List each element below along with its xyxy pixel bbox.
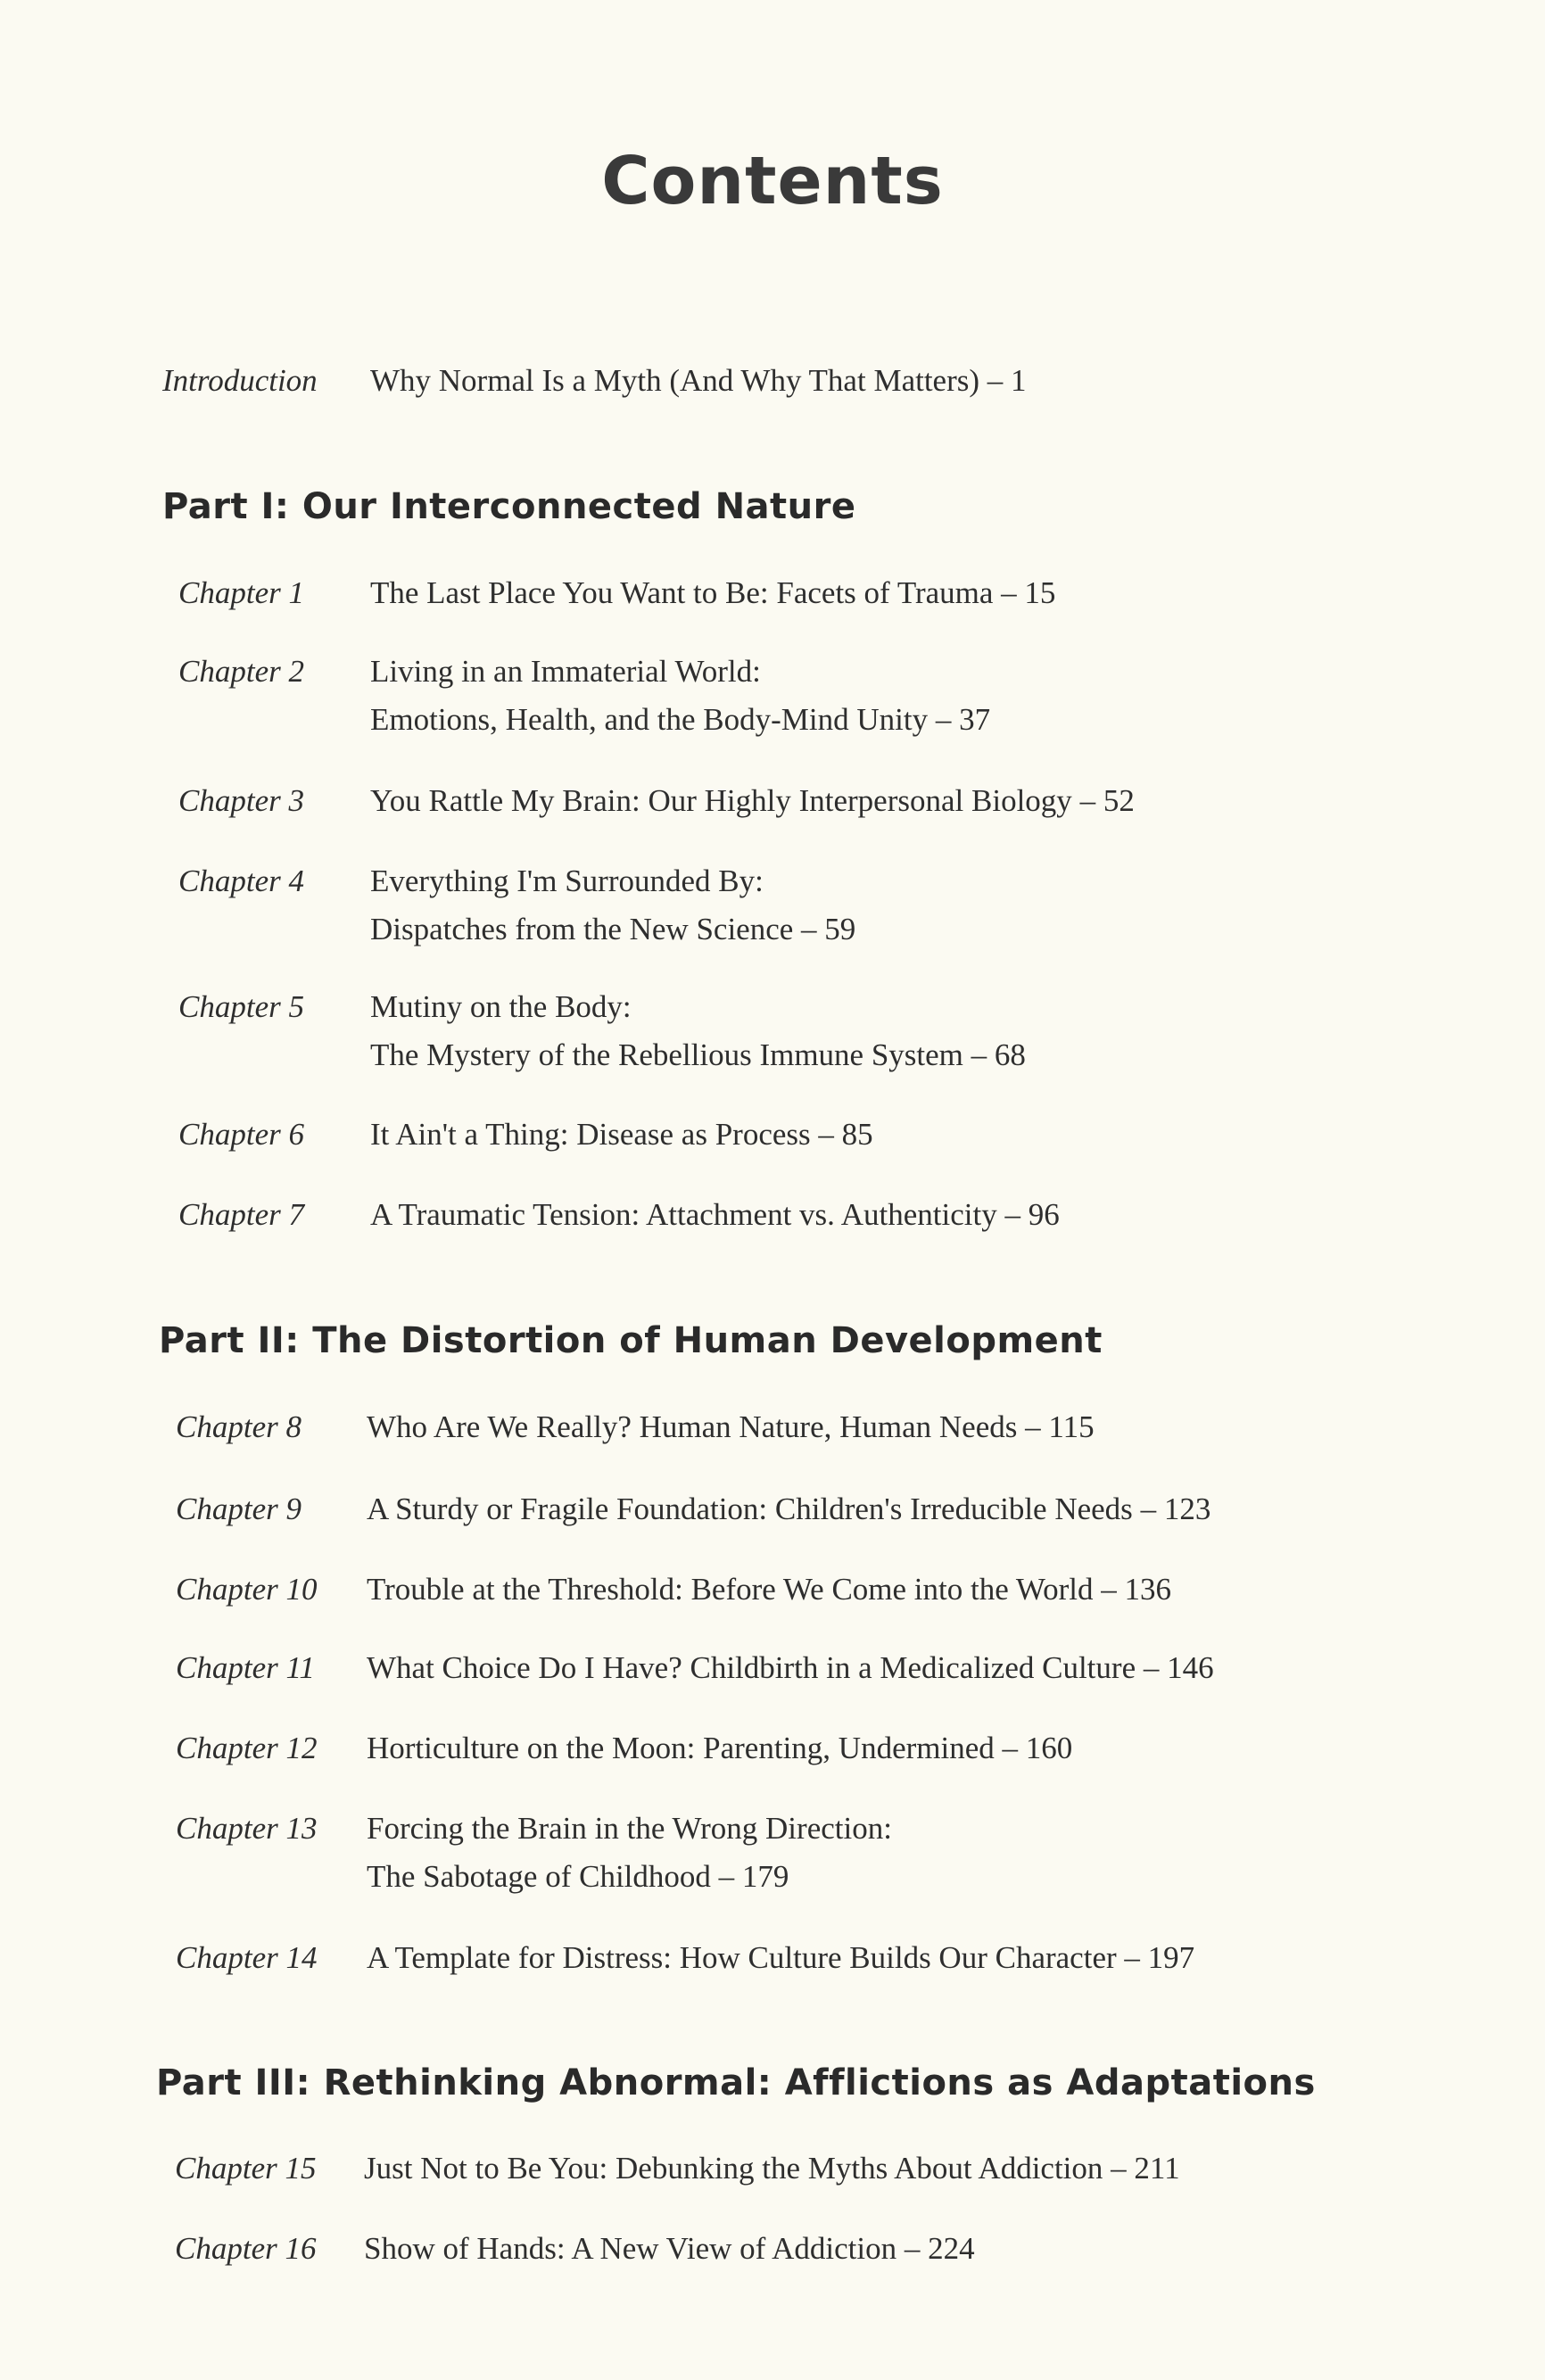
page-number: 115 <box>1048 1409 1095 1444</box>
chapter-title-line: Who Are We Really? Human Nature, Human Needs <box>367 1409 1018 1444</box>
chapter-label: Chapter 15 <box>175 2151 317 2186</box>
chapter-title-line: The Mystery of the Rebellious Immune System <box>370 1037 963 1072</box>
chapter-title-line: Everything I'm Surrounded By: <box>370 864 764 898</box>
part-heading: Part II: The Distortion of Human Development <box>159 1320 1103 1361</box>
part-heading: Part I: Our Interconnected Nature <box>162 486 856 527</box>
chapter-title-line: What Choice Do I Have? Childbirth in a Medicalized Culture <box>367 1650 1136 1685</box>
page-number: 96 <box>1028 1197 1060 1232</box>
introduction-label: Introduction <box>162 363 318 398</box>
chapter-title-line: The Sabotage of Childhood <box>367 1859 711 1894</box>
chapter-entry: Show of Hands: A New View of Addiction – 224 <box>364 2231 975 2266</box>
chapter-entry: Who Are We Really? Human Nature, Human Needs – 115 <box>367 1409 1095 1444</box>
chapter-title-line: Emotions, Health, and the Body-Mind Unity <box>370 702 929 737</box>
chapter-label: Chapter 4 <box>178 864 304 898</box>
chapter-title-line: Dispatches from the New Science <box>370 912 794 946</box>
chapter-entry: Trouble at the Threshold: Before We Come into the World – 136 <box>367 1572 1171 1607</box>
chapter-label: Chapter 16 <box>175 2231 317 2266</box>
chapter-label: Chapter 7 <box>178 1197 304 1232</box>
chapter-entry: Horticulture on the Moon: Parenting, Undermined – 160 <box>367 1731 1073 1765</box>
chapter-entry: The Last Place You Want to Be: Facets of Trauma – 15 <box>370 575 1056 610</box>
chapter-title-line: A Template for Distress: How Culture Builds Our Character <box>367 1940 1117 1975</box>
chapter-label: Chapter 1 <box>178 575 304 610</box>
chapter-title-line: The Last Place You Want to Be: Facets of Trauma <box>370 575 994 610</box>
chapter-label: Chapter 11 <box>176 1650 315 1685</box>
chapter-title-line: Horticulture on the Moon: Parenting, Undermined <box>367 1731 995 1765</box>
chapter-title-line: Forcing the Brain in the Wrong Direction: <box>367 1811 892 1846</box>
page-number: 197 <box>1147 1940 1195 1975</box>
page-number: 37 <box>959 702 991 737</box>
chapter-label: Chapter 2 <box>178 654 304 689</box>
page-number: 1 <box>1011 363 1027 398</box>
page-number: 224 <box>928 2231 975 2266</box>
chapter-title-line: Just Not to Be You: Debunking the Myths About Addiction <box>364 2151 1103 2186</box>
page-number: 15 <box>1024 575 1056 610</box>
chapter-entry: A Traumatic Tension: Attachment vs. Authenticity – 96 <box>370 1197 1060 1232</box>
chapter-label: Chapter 6 <box>178 1117 304 1152</box>
chapter-entry: Everything I'm Surrounded By: Dispatches from the New Science – 59 <box>370 864 856 946</box>
introduction-entry: Why Normal Is a Myth (And Why That Matters) – 1 <box>370 363 1027 398</box>
chapter-entry: A Sturdy or Fragile Foundation: Children's Irreducible Needs – 123 <box>367 1492 1211 1526</box>
page-title: Contents <box>601 143 944 219</box>
chapter-entry: Forcing the Brain in the Wrong Direction: The Sabotage of Childhood – 179 <box>367 1811 892 1894</box>
chapter-entry: Just Not to Be You: Debunking the Myths About Addiction – 211 <box>364 2151 1180 2186</box>
entry-title: Why Normal Is a Myth (And Why That Matters) <box>370 363 980 398</box>
page-number: 68 <box>994 1037 1026 1072</box>
chapter-label: Chapter 13 <box>176 1811 318 1846</box>
chapter-title-line: Living in an Immaterial World: <box>370 654 761 689</box>
chapter-title-line: Trouble at the Threshold: Before We Come into the World <box>367 1572 1094 1607</box>
chapter-entry: Mutiny on the Body: The Mystery of the Rebellious Immune System – 68 <box>370 989 1026 1072</box>
chapter-entry: You Rattle My Brain: Our Highly Interpersonal Biology – 52 <box>370 783 1135 818</box>
chapter-entry: Living in an Immaterial World: Emotions, Health, and the Body-Mind Unity – 37 <box>370 654 991 737</box>
page-number: 123 <box>1163 1492 1211 1526</box>
part-heading: Part III: Rethinking Abnormal: Afflictions as Adaptations <box>156 2062 1316 2103</box>
chapter-entry: A Template for Distress: How Culture Builds Our Character – 197 <box>367 1940 1195 1975</box>
chapter-title-line: It Ain't a Thing: Disease as Process <box>370 1117 811 1152</box>
chapter-label: Chapter 12 <box>176 1731 318 1765</box>
chapter-entry: What Choice Do I Have? Childbirth in a Medicalized Culture – 146 <box>367 1650 1214 1685</box>
page-number: 136 <box>1124 1572 1171 1607</box>
page-number: 52 <box>1103 783 1135 818</box>
page-number: 85 <box>841 1117 873 1152</box>
page-number: 146 <box>1167 1650 1214 1685</box>
page-number: 160 <box>1025 1731 1073 1765</box>
chapter-label: Chapter 9 <box>176 1492 302 1526</box>
chapter-label: Chapter 3 <box>178 783 304 818</box>
chapter-title-line: You Rattle My Brain: Our Highly Interpersonal Biology <box>370 783 1072 818</box>
chapter-label: Chapter 5 <box>178 989 304 1024</box>
chapter-label: Chapter 8 <box>176 1409 302 1444</box>
chapter-title-line: A Sturdy or Fragile Foundation: Children's Irreducible Needs <box>367 1492 1133 1526</box>
chapter-label: Chapter 14 <box>176 1940 318 1975</box>
page-number: 59 <box>824 912 856 946</box>
chapter-title-line: Mutiny on the Body: <box>370 989 632 1024</box>
chapter-label: Chapter 10 <box>176 1572 318 1607</box>
page-number: 179 <box>741 1859 789 1894</box>
chapter-entry: It Ain't a Thing: Disease as Process – 85 <box>370 1117 873 1152</box>
chapter-title-line: A Traumatic Tension: Attachment vs. Authenticity <box>370 1197 997 1232</box>
chapter-title-line: Show of Hands: A New View of Addiction <box>364 2231 897 2266</box>
page-number: 211 <box>1134 2151 1180 2186</box>
